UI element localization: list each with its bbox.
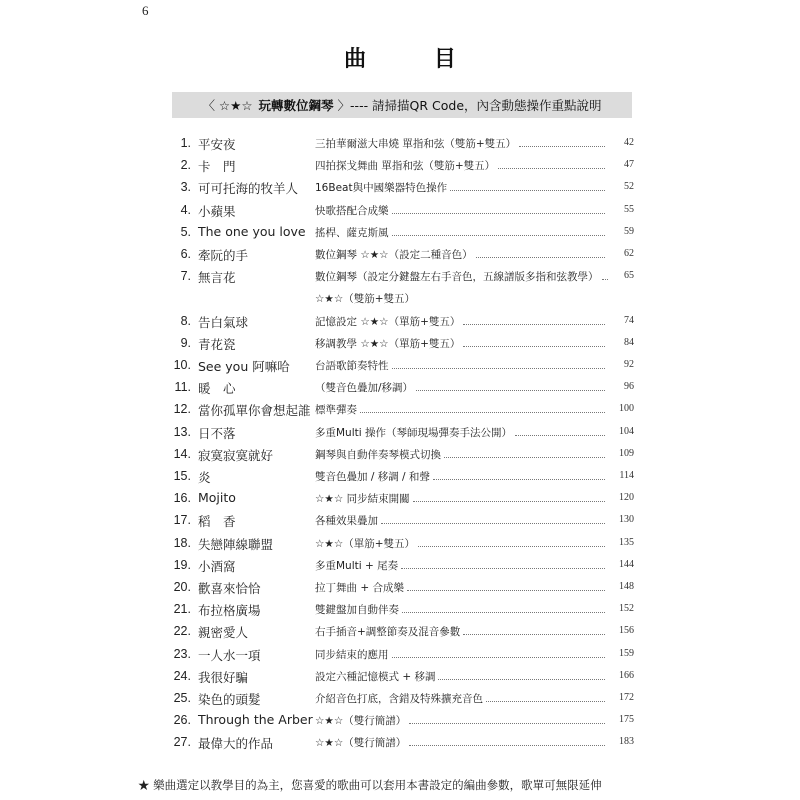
page-ref: 148 xyxy=(619,581,634,592)
toc-entry xyxy=(0,222,800,244)
dot-leader xyxy=(438,670,605,680)
page-ref: 52 xyxy=(624,181,634,193)
dot-leader xyxy=(602,270,609,280)
toc-entry xyxy=(0,555,800,577)
page-ref: 183 xyxy=(619,736,634,748)
dot-leader xyxy=(402,603,605,613)
song-title: 稻 香 xyxy=(198,514,236,530)
toc-entry xyxy=(0,355,800,377)
toc-entry xyxy=(0,644,800,666)
toc-entry xyxy=(0,244,800,266)
page-ref: 55 xyxy=(624,203,634,215)
entry-number: 2. xyxy=(180,158,191,173)
dot-leader xyxy=(416,381,605,391)
toc-entry xyxy=(0,466,800,488)
entry-description xyxy=(315,735,608,750)
description-text: 移調教學 ☆★☆（單筋+雙五） xyxy=(315,337,461,350)
entry-description xyxy=(315,269,608,284)
toc-entry xyxy=(0,177,800,199)
description-text: 快歌搭配合成樂 xyxy=(315,204,389,217)
description-text: 雙音色疊加 / 移調 / 和聲 xyxy=(315,471,430,483)
description-text: 設定六種記憶模式 + 移調 xyxy=(315,670,436,683)
song-title: 牽阮的手 xyxy=(198,248,249,263)
toc-entry xyxy=(0,444,800,466)
entry-description xyxy=(315,536,608,551)
dot-leader xyxy=(413,492,605,502)
page-number: 6 xyxy=(142,3,149,18)
description-text: 介紹音色打底，含錯及特殊擴充音色 xyxy=(315,693,483,705)
entry-number: 4. xyxy=(180,202,191,217)
entry-description xyxy=(315,180,608,195)
page-ref: 152 xyxy=(619,603,634,615)
dot-leader xyxy=(444,448,605,458)
entry-description xyxy=(315,402,608,417)
entry-description xyxy=(315,469,608,484)
toc-entry xyxy=(0,155,800,177)
toc-entry xyxy=(0,577,800,599)
entry-number: 27. xyxy=(173,735,191,750)
entry-number: 18. xyxy=(173,535,191,550)
entry-number: 21. xyxy=(173,602,191,617)
song-title: Through the Arber xyxy=(198,712,313,728)
song-title: 卡 門 xyxy=(198,159,236,175)
description-text: 台語歌節奏特性 xyxy=(315,360,389,372)
entry-number: 11. xyxy=(174,380,191,395)
entry-number: 7. xyxy=(180,269,191,284)
description-text: ☆★☆（雙筋+雙五） xyxy=(315,293,416,306)
description-text: 數位鋼琴 ☆★☆（設定二種音色） xyxy=(315,249,473,261)
description-text: 右手插音+調整節奏及混音參數 xyxy=(315,626,461,639)
entry-number: 20. xyxy=(173,580,191,594)
toc-entry xyxy=(0,510,800,532)
song-title: 一人水一項 xyxy=(198,647,261,663)
page-ref: 159 xyxy=(619,647,634,659)
entry-description xyxy=(315,225,608,240)
description-text: 記憶設定 ☆★☆（單筋+雙五） xyxy=(315,315,461,328)
toc-entry xyxy=(0,399,800,421)
dot-leader xyxy=(392,648,606,658)
page-ref: 59 xyxy=(624,225,634,237)
entry-number: 15. xyxy=(173,469,191,483)
banner-star-icon: 〈 ☆★☆ xyxy=(202,98,253,113)
entry-number: 22. xyxy=(173,624,191,639)
page-ref: 92 xyxy=(624,359,634,370)
dot-leader xyxy=(450,181,605,191)
song-title: 我很好騙 xyxy=(198,669,249,685)
page-ref: 114 xyxy=(619,470,634,481)
page-ref: 172 xyxy=(619,692,634,703)
entry-number: 14. xyxy=(173,446,191,461)
entry-description xyxy=(315,713,608,728)
song-title: 歡喜來恰恰 xyxy=(198,581,261,596)
song-title: 染色的頭髮 xyxy=(198,692,261,707)
description-text: 拉丁舞曲 + 合成樂 xyxy=(315,582,404,594)
toc-entry xyxy=(0,377,800,399)
dot-leader xyxy=(498,159,605,169)
toc-entry xyxy=(0,133,800,155)
song-title: 炎 xyxy=(198,470,211,485)
entry-description xyxy=(315,580,608,595)
song-title: 青花瓷 xyxy=(198,336,236,352)
page-ref: 135 xyxy=(619,536,634,548)
song-title: 寂寞寂寞就好 xyxy=(198,447,274,463)
entry-number: 23. xyxy=(173,646,191,661)
toc-entry xyxy=(0,710,800,732)
entry-description xyxy=(315,558,608,573)
toc-entry xyxy=(0,599,800,621)
entry-description xyxy=(315,447,608,462)
entry-description xyxy=(315,491,608,506)
qr-banner xyxy=(172,92,632,118)
page-ref: 144 xyxy=(619,558,634,570)
entry-number: 1. xyxy=(180,136,191,150)
banner-label: 玩轉數位鋼琴 xyxy=(258,98,334,113)
dot-leader xyxy=(519,137,605,147)
song-title: 親密愛人 xyxy=(198,625,249,641)
dot-leader xyxy=(407,581,605,591)
song-title: 失戀陣線聯盟 xyxy=(198,536,274,552)
dot-leader xyxy=(409,736,605,746)
song-title: 小蘋果 xyxy=(198,203,236,219)
page-ref: 96 xyxy=(624,381,634,393)
entry-description xyxy=(315,203,608,218)
entry-description xyxy=(315,358,608,373)
description-text: 數位鋼琴（設定分鍵盤左右手音色，五線譜版多指和弦教學） xyxy=(315,271,599,284)
toc-entry xyxy=(0,732,800,754)
page-ref: 166 xyxy=(619,669,634,681)
dot-leader xyxy=(360,403,605,413)
entry-description xyxy=(315,669,608,684)
song-title: 最偉大的作品 xyxy=(198,736,274,752)
description-text: 三拍華爾滋大串燒 單指和弦（雙筋+雙五） xyxy=(315,138,517,150)
song-title: See you 阿嘛哈 xyxy=(198,359,290,374)
entry-description xyxy=(315,158,608,173)
entry-number: 17. xyxy=(173,513,191,528)
description-text: ☆★☆ 同步結束開關 xyxy=(315,493,410,506)
song-title: 日不落 xyxy=(198,425,236,441)
dot-leader xyxy=(433,470,605,480)
entry-description-continued xyxy=(315,291,608,306)
toc-entry xyxy=(0,200,800,222)
entry-number: 10. xyxy=(173,358,191,372)
entry-description xyxy=(315,136,608,151)
song-title: 布拉格廣場 xyxy=(198,603,261,619)
description-text: 搖桿、薩克斯風 xyxy=(315,226,389,239)
description-text: 16Beat與中國樂器特色操作 xyxy=(315,182,448,195)
song-title: 無言花 xyxy=(198,270,236,286)
dot-leader xyxy=(463,315,605,325)
page-ref: 175 xyxy=(619,714,634,726)
page-ref: 62 xyxy=(624,248,634,259)
page-ref: 100 xyxy=(619,403,634,415)
entry-description xyxy=(315,314,608,329)
dot-leader xyxy=(401,559,605,569)
dot-leader xyxy=(463,337,605,347)
toc-entry xyxy=(0,488,800,510)
entry-number: 8. xyxy=(180,313,191,328)
song-title: Mojito xyxy=(198,490,236,506)
description-text: ☆★☆（單筋+雙五） xyxy=(315,537,416,550)
song-title: 暖 心 xyxy=(198,381,236,397)
description-text: 同步結束的應用 xyxy=(315,648,389,661)
entry-number: 16. xyxy=(173,491,191,506)
description-text: 多重Multi 操作（琴師現場彈奏手法公開） xyxy=(315,426,513,439)
entry-number: 13. xyxy=(173,424,191,439)
page-ref: 130 xyxy=(619,514,634,526)
toc-entry-continuation xyxy=(0,288,800,310)
page-ref: 156 xyxy=(619,625,634,637)
entry-number: 12. xyxy=(173,402,191,417)
page-ref: 42 xyxy=(624,137,634,148)
dot-leader xyxy=(392,359,606,369)
description-text: 標準彈奏 xyxy=(315,404,357,417)
page-ref: 109 xyxy=(619,447,634,459)
banner-instruction: 〉---- 請掃描QR Code，內含動態操作重點說明 xyxy=(337,98,602,113)
entry-number: 6. xyxy=(180,247,191,261)
entry-number: 3. xyxy=(180,180,191,195)
entry-description xyxy=(315,247,608,262)
song-title: The one you love xyxy=(198,223,306,239)
song-title: 平安夜 xyxy=(198,137,236,152)
description-text: ☆★☆（雙行簡譜） xyxy=(315,737,407,750)
song-title: 小酒窩 xyxy=(198,558,236,574)
dot-leader xyxy=(418,537,605,547)
entry-description xyxy=(315,624,608,639)
toc-entry xyxy=(0,266,800,288)
page-ref: 65 xyxy=(624,270,634,282)
page-ref: 104 xyxy=(619,425,634,437)
page-ref: 120 xyxy=(619,492,634,504)
page-ref: 84 xyxy=(624,336,634,348)
toc-entry xyxy=(0,333,800,355)
page-ref: 74 xyxy=(624,314,634,326)
song-title: 當你孤單你會想起誰 xyxy=(198,403,311,419)
entry-number: 26. xyxy=(173,713,191,728)
song-title: 告白氣球 xyxy=(198,314,249,330)
dot-leader xyxy=(409,714,605,724)
song-title: 可可托海的牧羊人 xyxy=(198,181,299,197)
description-text: 雙鍵盤加自動伴奏 xyxy=(315,604,399,617)
toc-entry xyxy=(0,666,800,688)
description-text: ☆★☆（雙行簡譜） xyxy=(315,715,407,728)
page-title: 曲 目 xyxy=(344,47,486,72)
dot-leader xyxy=(515,426,605,436)
description-text: 各種效果疊加 xyxy=(315,515,378,528)
entry-description xyxy=(315,513,608,528)
page-ref: 47 xyxy=(624,159,634,171)
entry-description xyxy=(315,647,608,662)
entry-number: 24. xyxy=(173,668,191,683)
description-text: 多重Multi + 尾奏 xyxy=(315,559,399,572)
entry-number: 19. xyxy=(173,557,191,572)
dot-leader xyxy=(463,625,605,635)
description-text: 四拍探戈舞曲 單指和弦（雙筋+雙五） xyxy=(315,160,496,173)
entry-number: 25. xyxy=(173,691,191,705)
dot-leader xyxy=(392,226,606,236)
entry-description xyxy=(315,380,608,395)
toc-entry xyxy=(0,311,800,333)
description-text: 鋼琴與自動伴奏琴模式切換 xyxy=(315,448,441,461)
toc-entry xyxy=(0,621,800,643)
toc-entry xyxy=(0,422,800,444)
toc-entry xyxy=(0,533,800,555)
footnote: ★ 樂曲選定以教學目的為主，您喜愛的歌曲可以套用本書設定的編曲參數，歌單可無限延伸 xyxy=(138,778,602,792)
entry-number: 9. xyxy=(180,335,191,350)
entry-description xyxy=(315,336,608,351)
entry-number: 5. xyxy=(180,224,191,239)
entry-description xyxy=(315,602,608,617)
description-text: （雙音色疊加/移調） xyxy=(315,382,414,395)
toc-entry xyxy=(0,688,800,710)
dot-leader xyxy=(476,248,605,258)
dot-leader xyxy=(381,514,605,524)
dot-leader xyxy=(392,204,606,214)
entry-description xyxy=(315,425,608,440)
entry-description xyxy=(315,691,608,706)
dot-leader xyxy=(486,692,605,702)
